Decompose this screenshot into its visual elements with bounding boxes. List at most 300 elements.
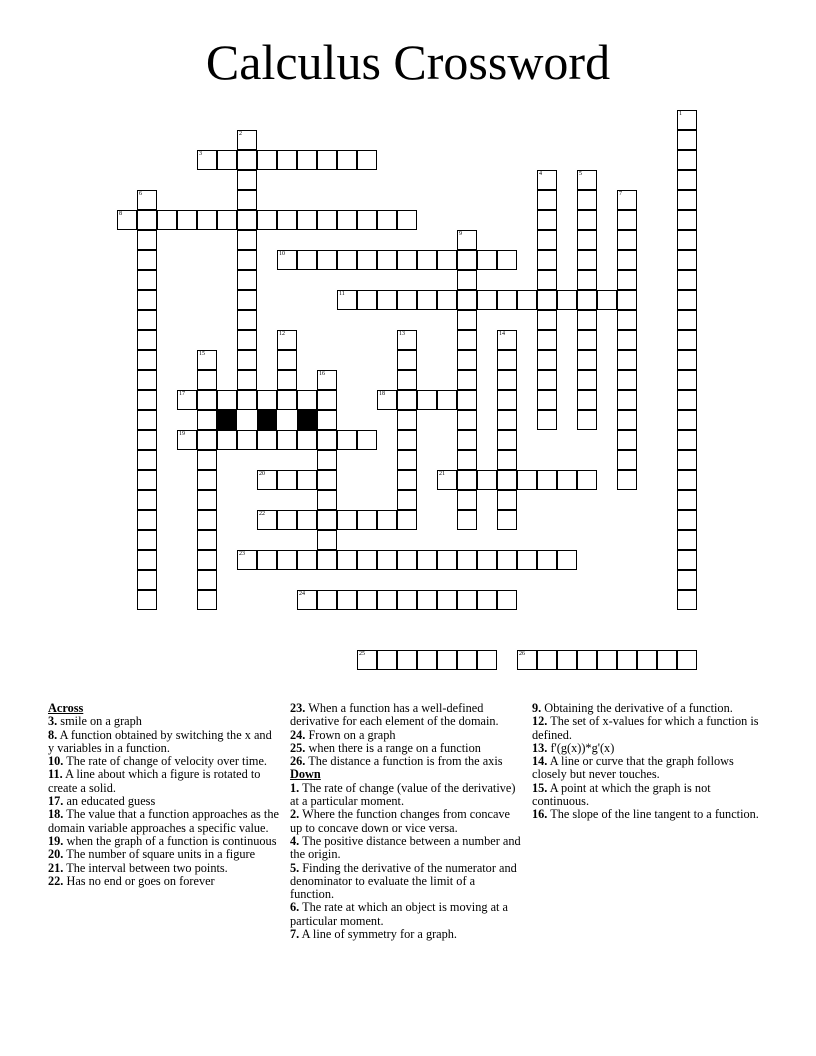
crossword-cell[interactable]: [437, 650, 457, 670]
crossword-cell[interactable]: [357, 550, 377, 570]
crossword-cell[interactable]: [257, 550, 277, 570]
crossword-cell[interactable]: [617, 650, 637, 670]
clue-text: A point at which the graph is not continuous.: [532, 780, 711, 809]
crossword-cell[interactable]: [417, 290, 437, 310]
crossword-cell[interactable]: [677, 250, 697, 270]
crossword-cell[interactable]: [137, 330, 157, 350]
crossword-cell[interactable]: [397, 250, 417, 270]
crossword-cell[interactable]: [477, 470, 497, 490]
crossword-cell[interactable]: [377, 550, 397, 570]
crossword-cell[interactable]: [357, 650, 377, 670]
crossword-cell[interactable]: [137, 530, 157, 550]
crossword-cell[interactable]: [257, 150, 277, 170]
cell-number: 22: [259, 511, 265, 517]
crossword-cell[interactable]: [577, 370, 597, 390]
crossword-cell[interactable]: [237, 170, 257, 190]
crossword-cell[interactable]: [297, 430, 317, 450]
crossword-cell[interactable]: [137, 410, 157, 430]
crossword-cell[interactable]: [397, 370, 417, 390]
crossword-cell[interactable]: [197, 590, 217, 610]
cell-number: 25: [359, 651, 365, 657]
crossword-cell[interactable]: [457, 490, 477, 510]
crossword-cell[interactable]: [397, 490, 417, 510]
crossword-cell[interactable]: [617, 230, 637, 250]
crossword-cell[interactable]: [297, 250, 317, 270]
crossword-cell[interactable]: [377, 650, 397, 670]
crossword-cell[interactable]: [337, 430, 357, 450]
crossword-cell[interactable]: [197, 210, 217, 230]
crossword-cell[interactable]: [497, 370, 517, 390]
crossword-cell[interactable]: [197, 510, 217, 530]
crossword-cell[interactable]: [657, 650, 677, 670]
crossword-cell[interactable]: [677, 650, 697, 670]
crossword-cell[interactable]: [417, 590, 437, 610]
crossword-cell[interactable]: [437, 390, 457, 410]
crossword-cell[interactable]: [277, 210, 297, 230]
crossword-cell[interactable]: [437, 250, 457, 270]
crossword-cell[interactable]: [537, 310, 557, 330]
crossword-cell[interactable]: [397, 330, 417, 350]
crossword-cell[interactable]: [317, 530, 337, 550]
clue-text: f'(g(x))*g'(x): [547, 740, 615, 755]
crossword-cell[interactable]: [677, 150, 697, 170]
crossword-cell[interactable]: [557, 470, 577, 490]
crossword-cell[interactable]: [517, 290, 537, 310]
crossword-cell[interactable]: [497, 350, 517, 370]
crossword-cell[interactable]: [677, 270, 697, 290]
crossword-cell[interactable]: [317, 590, 337, 610]
crossword-cell[interactable]: [537, 410, 557, 430]
crossword-cell[interactable]: [397, 350, 417, 370]
crossword-cell[interactable]: [337, 250, 357, 270]
crossword-cell[interactable]: [397, 210, 417, 230]
crossword-cell[interactable]: [237, 550, 257, 570]
crossword-cell[interactable]: [357, 590, 377, 610]
crossword-cell[interactable]: [277, 250, 297, 270]
crossword-cell[interactable]: [617, 250, 637, 270]
crossword-cell[interactable]: [457, 650, 477, 670]
crossword-cell[interactable]: [597, 290, 617, 310]
crossword-cell[interactable]: [677, 130, 697, 150]
crossword-cell[interactable]: [237, 350, 257, 370]
crossword-cell[interactable]: [297, 150, 317, 170]
crossword-cell[interactable]: [417, 250, 437, 270]
crossword-cell[interactable]: [617, 390, 637, 410]
crossword-cell[interactable]: [177, 390, 197, 410]
crossword-cell[interactable]: [497, 550, 517, 570]
crossword-cell[interactable]: [137, 290, 157, 310]
crossword-cell[interactable]: [617, 290, 637, 310]
cell-number: 11: [339, 291, 345, 297]
crossword-cell[interactable]: [297, 470, 317, 490]
crossword-cell[interactable]: [557, 550, 577, 570]
crossword-cell[interactable]: [577, 350, 597, 370]
crossword-cell[interactable]: [537, 350, 557, 370]
crossword-cell[interactable]: [397, 410, 417, 430]
clue-text: When a function has a well-defined derivative for each element of the domain.: [290, 701, 499, 729]
crossword-cell[interactable]: [197, 470, 217, 490]
crossword-cell[interactable]: [437, 470, 457, 490]
crossword-cell[interactable]: [677, 310, 697, 330]
crossword-cell[interactable]: [677, 110, 697, 130]
crossword-cell[interactable]: [677, 570, 697, 590]
crossword-cell[interactable]: [357, 290, 377, 310]
crossword-cell[interactable]: [397, 390, 417, 410]
crossword-cell[interactable]: [577, 410, 597, 430]
crossword-cell[interactable]: [337, 150, 357, 170]
crossword-cell[interactable]: [677, 390, 697, 410]
crossword-cell[interactable]: [137, 210, 157, 230]
crossword-cell[interactable]: [317, 430, 337, 450]
crossword-cell[interactable]: [317, 490, 337, 510]
down-clue: [290, 808, 522, 835]
crossword-cell[interactable]: [537, 170, 557, 190]
crossword-cell[interactable]: [617, 430, 637, 450]
crossword-cell[interactable]: [417, 550, 437, 570]
crossword-cell[interactable]: [397, 590, 417, 610]
crossword-cell[interactable]: [137, 390, 157, 410]
crossword-cell[interactable]: [317, 550, 337, 570]
crossword-cell[interactable]: [317, 510, 337, 530]
crossword-cell[interactable]: [617, 330, 637, 350]
crossword-cell[interactable]: [317, 210, 337, 230]
crossword-cell[interactable]: [577, 290, 597, 310]
crossword-cell[interactable]: [137, 350, 157, 370]
crossword-cell[interactable]: [517, 650, 537, 670]
crossword-cell[interactable]: [537, 190, 557, 210]
crossword-cell[interactable]: [617, 190, 637, 210]
crossword-cell[interactable]: [137, 430, 157, 450]
crossword-cell[interactable]: [677, 190, 697, 210]
crossword-cell[interactable]: [177, 430, 197, 450]
clue-number: 22.: [48, 873, 64, 888]
crossword-cell[interactable]: [277, 470, 297, 490]
clue-text: Frown on a graph: [305, 727, 396, 742]
crossword-cell[interactable]: [457, 470, 477, 490]
crossword-cell[interactable]: [577, 170, 597, 190]
clue-text: A function obtained by switching the x and y variables in a function.: [48, 727, 272, 755]
crossword-cell[interactable]: [677, 410, 697, 430]
crossword-cell[interactable]: [317, 390, 337, 410]
crossword-cell[interactable]: [457, 330, 477, 350]
crossword-cell[interactable]: [577, 470, 597, 490]
crossword-cell[interactable]: [437, 290, 457, 310]
crossword-cell[interactable]: [197, 390, 217, 410]
crossword-cell[interactable]: [537, 230, 557, 250]
crossword-cell[interactable]: [577, 210, 597, 230]
crossword-cell[interactable]: [577, 650, 597, 670]
crossword-cell[interactable]: [517, 550, 537, 570]
clue-text: A line or curve that the graph follows closely but never touches.: [532, 754, 734, 782]
crossword-cell[interactable]: [357, 250, 377, 270]
crossword-cell[interactable]: [477, 290, 497, 310]
crossword-cell[interactable]: [237, 210, 257, 230]
crossword-cell[interactable]: [357, 150, 377, 170]
crossword-cell[interactable]: [197, 530, 217, 550]
crossword-cell[interactable]: [537, 290, 557, 310]
across-clue: [48, 768, 280, 795]
crossword-cell[interactable]: [497, 490, 517, 510]
crossword-cell[interactable]: [237, 250, 257, 270]
crossword-cell[interactable]: [457, 430, 477, 450]
crossword-cell[interactable]: [317, 470, 337, 490]
crossword-cell[interactable]: [237, 430, 257, 450]
crossword-cell[interactable]: [577, 270, 597, 290]
crossword-cell[interactable]: [537, 210, 557, 230]
crossword-cell[interactable]: [577, 390, 597, 410]
crossword-cell[interactable]: [497, 250, 517, 270]
crossword-cell[interactable]: [137, 450, 157, 470]
crossword-cell[interactable]: [277, 370, 297, 390]
crossword-cell[interactable]: [457, 590, 477, 610]
crossword-cell[interactable]: [677, 550, 697, 570]
crossword-cell[interactable]: [617, 410, 637, 430]
crossword-cell[interactable]: [237, 150, 257, 170]
crossword-cell[interactable]: [677, 350, 697, 370]
crossword-cell[interactable]: [297, 550, 317, 570]
crossword-cell[interactable]: [477, 550, 497, 570]
crossword-cell[interactable]: [377, 290, 397, 310]
crossword-cell[interactable]: [277, 430, 297, 450]
crossword-cell[interactable]: [217, 210, 237, 230]
crossword-cell[interactable]: [357, 510, 377, 530]
crossword-cell[interactable]: [197, 410, 217, 430]
crossword-cell[interactable]: [577, 230, 597, 250]
crossword-cell[interactable]: [277, 550, 297, 570]
crossword-cell[interactable]: [277, 330, 297, 350]
crossword-cell[interactable]: [397, 450, 417, 470]
crossword-cell[interactable]: [497, 510, 517, 530]
crossword-cell[interactable]: [677, 330, 697, 350]
crossword-cell[interactable]: [677, 370, 697, 390]
crossword-cell[interactable]: [537, 390, 557, 410]
crossword-cell[interactable]: [337, 590, 357, 610]
crossword-cell[interactable]: [497, 330, 517, 350]
crossword-cell[interactable]: [217, 150, 237, 170]
crossword-cell[interactable]: [617, 270, 637, 290]
crossword-cell[interactable]: [237, 290, 257, 310]
crossword-cell[interactable]: [237, 390, 257, 410]
crossword-cell[interactable]: [457, 290, 477, 310]
crossword-cell[interactable]: [357, 210, 377, 230]
crossword-cell[interactable]: [477, 590, 497, 610]
crossword-cell[interactable]: [197, 490, 217, 510]
crossword-cell[interactable]: [157, 210, 177, 230]
crossword-cell[interactable]: [397, 650, 417, 670]
crossword-cell[interactable]: [617, 350, 637, 370]
crossword-cell[interactable]: [137, 190, 157, 210]
crossword-cell[interactable]: [457, 350, 477, 370]
crossword-cell[interactable]: [257, 390, 277, 410]
crossword-cell[interactable]: [137, 470, 157, 490]
crossword-cell[interactable]: [297, 510, 317, 530]
cell-number: 23: [239, 551, 245, 557]
crossword-cell[interactable]: [677, 470, 697, 490]
crossword-cell[interactable]: [537, 330, 557, 350]
crossword-cell[interactable]: [237, 190, 257, 210]
crossword-cell[interactable]: [417, 650, 437, 670]
crossword-cell[interactable]: [537, 550, 557, 570]
crossword-cell[interactable]: [677, 170, 697, 190]
crossword-cell[interactable]: [317, 450, 337, 470]
crossword-cell[interactable]: [277, 350, 297, 370]
crossword-cell[interactable]: [577, 190, 597, 210]
crossword-cell[interactable]: [357, 430, 377, 450]
crossword-cell[interactable]: [297, 590, 317, 610]
crossword-cell[interactable]: [597, 650, 617, 670]
crossword-cell[interactable]: [137, 590, 157, 610]
crossword-cell[interactable]: [337, 550, 357, 570]
crossword-cell[interactable]: [677, 490, 697, 510]
crossword-cell[interactable]: [277, 390, 297, 410]
cell-number: 3: [199, 151, 202, 157]
crossword-cell[interactable]: [457, 250, 477, 270]
crossword-cell[interactable]: [317, 410, 337, 430]
crossword-cell[interactable]: [497, 590, 517, 610]
crossword-cell[interactable]: [137, 270, 157, 290]
crossword-cell[interactable]: [397, 290, 417, 310]
crossword-cell[interactable]: [137, 230, 157, 250]
crossword-cell[interactable]: [497, 430, 517, 450]
crossword-cell[interactable]: [317, 250, 337, 270]
crossword-cell[interactable]: [497, 290, 517, 310]
cell-number: 20: [259, 471, 265, 477]
crossword-cell[interactable]: [197, 370, 217, 390]
crossword-cell[interactable]: [677, 450, 697, 470]
crossword-cell[interactable]: [457, 390, 477, 410]
crossword-cell[interactable]: [637, 650, 657, 670]
crossword-cell[interactable]: [137, 370, 157, 390]
crossword-cell[interactable]: [577, 330, 597, 350]
crossword-cell[interactable]: [337, 210, 357, 230]
crossword-cell[interactable]: [397, 550, 417, 570]
crossword-cell[interactable]: [397, 510, 417, 530]
crossword-cell[interactable]: [577, 310, 597, 330]
crossword-cell[interactable]: [457, 450, 477, 470]
crossword-cell[interactable]: [677, 530, 697, 550]
crossword-cell[interactable]: [457, 370, 477, 390]
crossword-cell[interactable]: [677, 230, 697, 250]
crossword-cell[interactable]: [397, 470, 417, 490]
crossword-cell[interactable]: [377, 510, 397, 530]
crossword-cell[interactable]: [617, 470, 637, 490]
crossword-cell[interactable]: [137, 570, 157, 590]
crossword-cell[interactable]: [317, 150, 337, 170]
cell-number: 8: [119, 211, 122, 217]
crossword-cell[interactable]: [577, 250, 597, 270]
crossword-cell[interactable]: [537, 250, 557, 270]
crossword-cell[interactable]: [377, 250, 397, 270]
crossword-cell[interactable]: [197, 150, 217, 170]
crossword-cell[interactable]: [677, 510, 697, 530]
crossword-cell[interactable]: [197, 350, 217, 370]
across-clue: [48, 808, 280, 835]
crossword-cell[interactable]: [137, 550, 157, 570]
crossword-cell[interactable]: [337, 510, 357, 530]
crossword-cell[interactable]: [677, 430, 697, 450]
crossword-cell[interactable]: [457, 310, 477, 330]
crossword-cell[interactable]: [117, 210, 137, 230]
crossword-cell[interactable]: [457, 550, 477, 570]
crossword-cell[interactable]: [197, 550, 217, 570]
crossword-cell[interactable]: [237, 270, 257, 290]
crossword-cell[interactable]: [457, 230, 477, 250]
crossword-cell[interactable]: [277, 150, 297, 170]
crossword-cell[interactable]: [617, 310, 637, 330]
crossword-cell[interactable]: [137, 310, 157, 330]
crossword-cell[interactable]: [257, 210, 277, 230]
crossword-cell[interactable]: [257, 510, 277, 530]
crossword-cell[interactable]: [477, 650, 497, 670]
clue-number: 24.: [290, 727, 306, 742]
crossword-cell[interactable]: [517, 470, 537, 490]
crossword-cell[interactable]: [257, 470, 277, 490]
crossword-cell[interactable]: [297, 210, 317, 230]
crossword-cell[interactable]: [617, 450, 637, 470]
crossword-cell[interactable]: [237, 230, 257, 250]
crossword-cell[interactable]: [477, 250, 497, 270]
crossword-cell[interactable]: [537, 270, 557, 290]
clue-text: A line of symmetry for a graph.: [299, 927, 458, 942]
crossword-cell[interactable]: [497, 390, 517, 410]
crossword-cell[interactable]: [457, 410, 477, 430]
crossword-cell[interactable]: [137, 490, 157, 510]
crossword-cell[interactable]: [197, 430, 217, 450]
crossword-cell[interactable]: [497, 450, 517, 470]
crossword-cell[interactable]: [317, 370, 337, 390]
crossword-cell[interactable]: [377, 390, 397, 410]
crossword-cell[interactable]: [417, 390, 437, 410]
cell-number: 15: [199, 351, 205, 357]
crossword-cell[interactable]: [497, 470, 517, 490]
crossword-cell[interactable]: [297, 390, 317, 410]
crossword-cell[interactable]: [197, 570, 217, 590]
crossword-cell[interactable]: [677, 210, 697, 230]
crossword-cell[interactable]: [237, 330, 257, 350]
crossword-cell[interactable]: [197, 450, 217, 470]
crossword-cell[interactable]: [257, 430, 277, 450]
crossword-cell[interactable]: [237, 310, 257, 330]
crossword-cell[interactable]: [557, 650, 577, 670]
crossword-cell[interactable]: [237, 370, 257, 390]
crossword-cell[interactable]: [217, 430, 237, 450]
crossword-cell[interactable]: [177, 210, 197, 230]
crossword-cell[interactable]: [537, 650, 557, 670]
crossword-cell[interactable]: [217, 390, 237, 410]
crossword-cell[interactable]: [237, 130, 257, 150]
crossword-cell[interactable]: [397, 430, 417, 450]
crossword-cell[interactable]: [617, 210, 637, 230]
crossword-cell[interactable]: [377, 210, 397, 230]
crossword-cell[interactable]: [537, 470, 557, 490]
crossword-cell[interactable]: [497, 410, 517, 430]
crossword-cell[interactable]: [437, 550, 457, 570]
crossword-cell[interactable]: [457, 510, 477, 530]
crossword-cell[interactable]: [557, 290, 577, 310]
crossword-cell[interactable]: [617, 370, 637, 390]
crossword-cell[interactable]: [457, 270, 477, 290]
clue-text: A line about which a figure is rotated to create a solid.: [48, 767, 261, 795]
crossword-cell[interactable]: [677, 290, 697, 310]
crossword-cell[interactable]: [437, 590, 457, 610]
crossword-cell[interactable]: [677, 590, 697, 610]
crossword-cell[interactable]: [537, 370, 557, 390]
crossword-cell[interactable]: [137, 510, 157, 530]
crossword-cell[interactable]: [337, 290, 357, 310]
crossword-cell[interactable]: [137, 250, 157, 270]
crossword-cell[interactable]: [377, 590, 397, 610]
crossword-cell[interactable]: [277, 510, 297, 530]
